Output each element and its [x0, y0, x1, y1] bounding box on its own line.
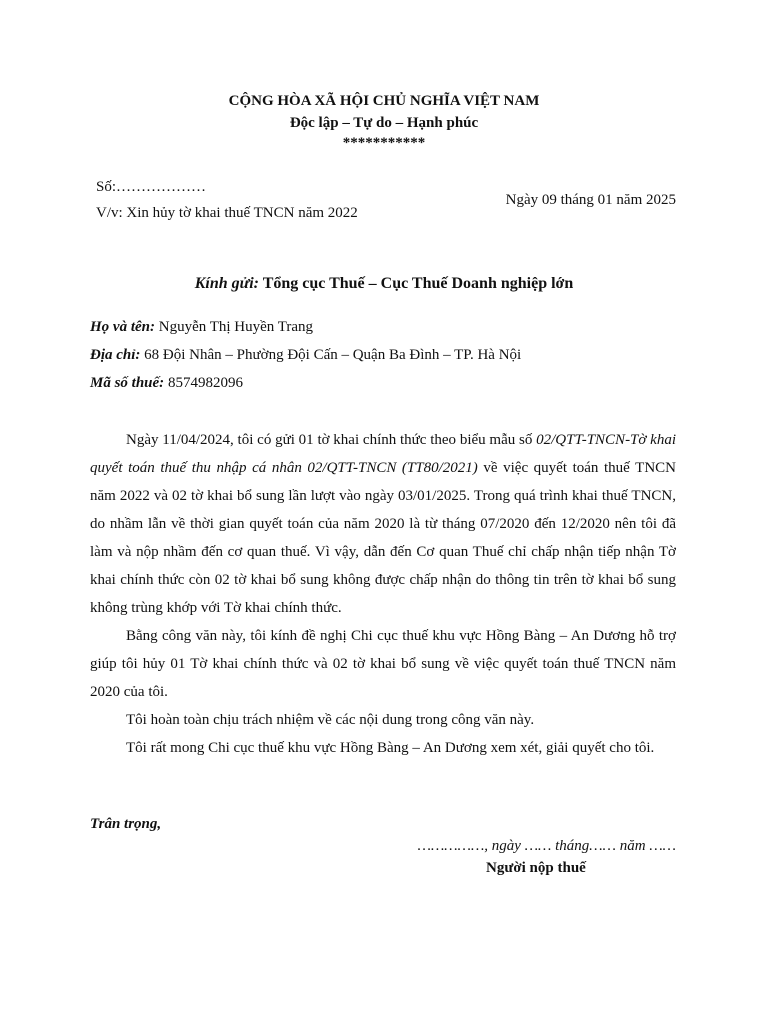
- signer-title: Người nộp thuế: [486, 860, 586, 876]
- recipient-line: [0, 275, 768, 293]
- country-header: CỘNG HÒA XÃ HỘI CHỦ NGHĨA VIỆT NAM: [228, 93, 540, 109]
- name-value: Nguyễn Thị Huyền Trang: [158, 319, 314, 335]
- regards: Trân trọng,: [90, 816, 162, 832]
- body-paragraph-3: Tôi hoàn toàn chịu trách nhiệm về các nội dung trong công văn này.: [126, 712, 535, 728]
- stars-divider: ***********: [342, 135, 426, 151]
- body-paragraph-1: [90, 426, 676, 622]
- p1-form-name: 02/QTT-TNCN-Tờ khai quyết toán thuế thu nhập cá nhân 02/QTT-TNCN (TT80/2021): [90, 432, 677, 476]
- document-number: Số:………………: [96, 179, 207, 195]
- body-paragraph-2: Bằng công văn này, tôi kính đề nghị Chi cục thuế khu vực Hồng Bàng – An Dương hỗ trợ giúp tôi hủy 01 Tờ khai chính thức và 02 tờ khai bổ sung về việc quyết toán thuế TNCN năm 2020 của tôi.: [90, 628, 676, 700]
- motto: Độc lập – Tự do – Hạnh phúc: [289, 115, 479, 131]
- address-label: Địa chỉ:: [90, 347, 141, 363]
- recipient-name: Tổng cục Thuế – Cục Thuế Doanh nghiệp lớn: [262, 275, 574, 292]
- name-label: Họ và tên:: [90, 319, 155, 335]
- name-row: [90, 319, 313, 336]
- p1-start: Ngày 11/04/2024, tôi có gửi 01 tờ khai chính thức theo biểu mẫu số: [126, 432, 537, 448]
- subject-line: V/v: Xin hủy tờ khai thuế TNCN năm 2022: [96, 205, 358, 221]
- tax-code-label: Mã số thuế:: [90, 375, 165, 391]
- address-value: 68 Đội Nhân – Phường Đội Cấn – Quận Ba Đình – TP. Hà Nội: [144, 347, 522, 363]
- address-row: [90, 347, 521, 364]
- signature-date-line: ……………, ngày …… tháng…… năm ……: [417, 838, 676, 854]
- document-date: Ngày 09 tháng 01 năm 2025: [505, 192, 676, 208]
- tax-code-row: [90, 375, 243, 392]
- kinh-gui-label: Kính gửi:: [194, 275, 259, 292]
- body-paragraph-4: Tôi rất mong Chi cục thuế khu vực Hồng Bàng – An Dương xem xét, giải quyết cho tôi.: [126, 740, 655, 756]
- p1-end: về việc quyết toán thuế TNCN năm 2022 và 02 tờ khai bổ sung lần lượt vào ngày 03/01/2025. Trong quá trình khai thuế TNCN, do nhầm lẫn về thời gian quyết toán của năm 2020 là từ tháng 07/2020 đến 12/2020 nên tôi đã làm và nộp nhầm đến cơ quan thuế. Vì vậy, dẫn đến Cơ quan Thuế chỉ chấp nhận tiếp nhận Tờ khai chính thức còn 02 tờ khai bổ sung không được chấp nhận do thông tin trên tờ khai bổ sung không trùng khớp với Tờ khai chính thức.: [90, 460, 676, 616]
- tax-code-value: 8574982096: [167, 375, 243, 391]
